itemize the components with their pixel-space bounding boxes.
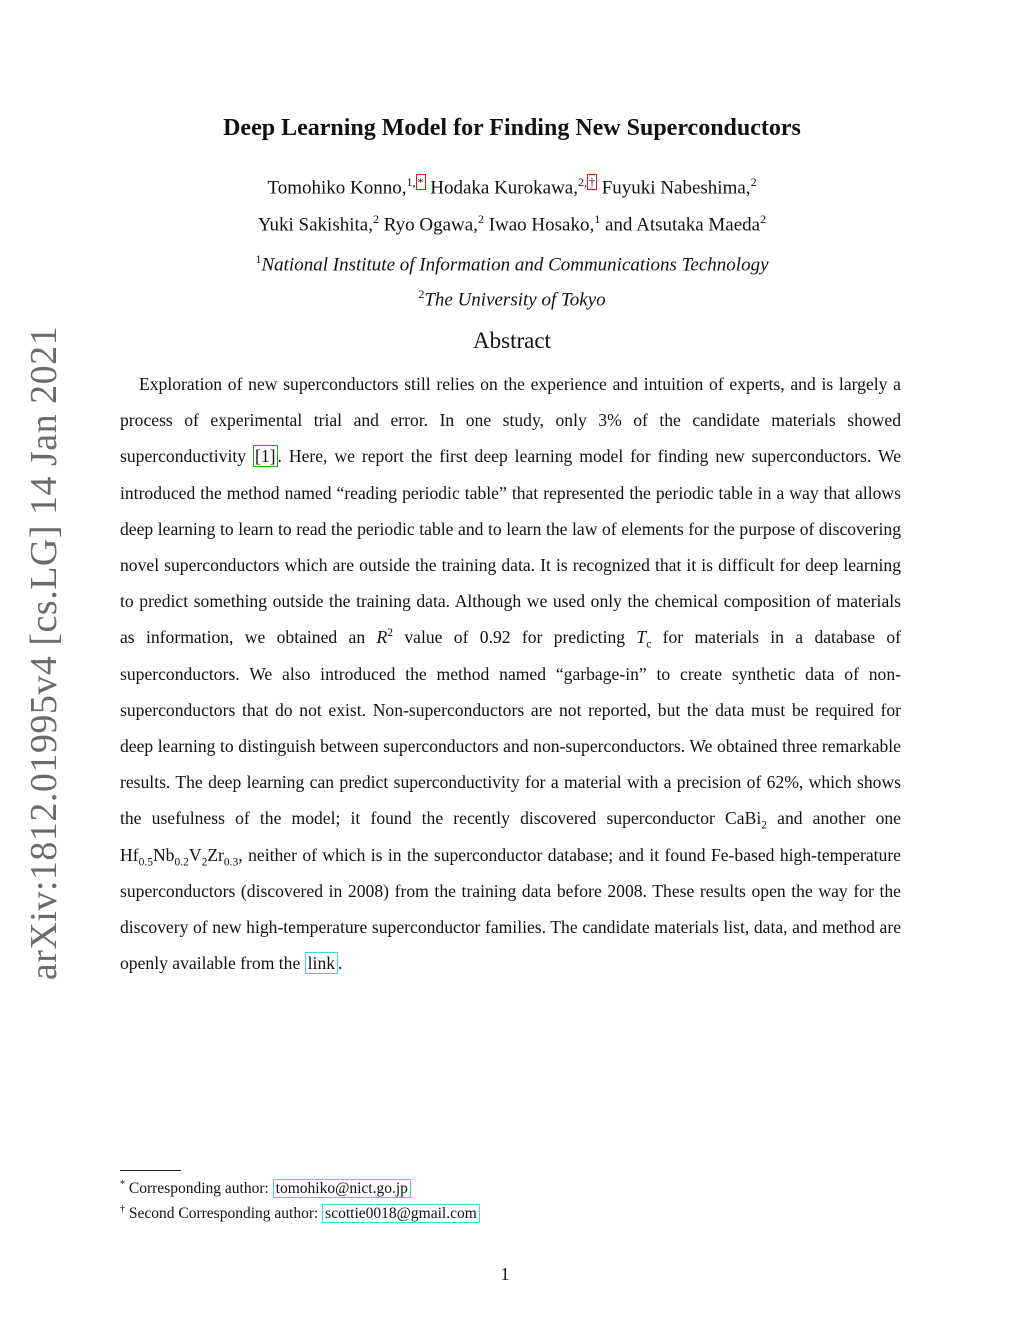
author-affil-sup: 2 (477, 212, 484, 226)
citation-bracket: ] (269, 446, 276, 467)
abstract-text: . (338, 953, 343, 974)
abstract-text: . Here, we report the first deep learning model for finding new superconductors. We introduced the method named “reading periodic table” that represented the periodic table in a way that allows deep learning to learn to read the periodic table and to learn the law of elements for the purpose of discovering novel superconductors which are outside the training data. It is recognized that it is difficult for deep learning to predict something outside the training data. Although we used only the chemical composition of materials as information, we obtained an (120, 446, 901, 648)
corresponding-author-link[interactable]: * (417, 175, 424, 189)
formula-element: Nb (152, 844, 175, 865)
math-symbol: R (376, 627, 388, 648)
abstract-text: for materials in a database of superconductors. We also introduced the method named “garbage-in” to create synthetic data of non-superconductors that do not exist. Non-superconductors are not reported, but the data must be required for deep learning to distinguish between superconductors and non-superconductors. We obtained three remarkable results. The deep learning can predict superconductivity for a material with a precision of 62%, which shows the usefulness of the model; it found the recently discovered superconductor CaBi (120, 627, 902, 829)
formula-subscript: 0.3 (223, 856, 239, 869)
formula-subscript: 2 (201, 856, 208, 869)
citation-link[interactable] (253, 445, 278, 467)
abstract-text: and another one Hf (120, 808, 901, 865)
formula-element: Zr (207, 844, 224, 865)
page-number: 1 (500, 1264, 510, 1284)
abstract-text: Exploration of new superconductors still relies on the experience and intuition of experts, and is largely a process of experimental trial and error. In one study, only 3% of the candidate materials showed superconductivity (120, 374, 901, 467)
footnote-2 (120, 1204, 480, 1223)
arxiv-sidebar (10, 325, 78, 980)
arxiv-identifier: arXiv:1812.01995v4 [cs.LG] 14 Jan 2021 (23, 325, 66, 980)
math-symbol: T (636, 627, 647, 648)
abstract-text: , neither of which is in the superconductor database; and it found Fe-based high-temperature superconductors (discovered in 2008) from the training data before 2008. These results open the way for the discovery of new high-temperature superconductor families. The candidate materials list, data, and method are openly available from the (120, 844, 901, 974)
author-name: Iwao Hosako, (488, 214, 595, 236)
math-subscript: c (646, 638, 652, 651)
citation-number: 1 (260, 446, 270, 467)
author-affil-sup: 2 (372, 212, 379, 226)
citation-bracket: [ (255, 446, 261, 467)
author-affil-sup: 1 (594, 212, 601, 226)
abstract-body (120, 366, 901, 981)
second-corresponding-author-link[interactable]: † (588, 175, 595, 189)
author-name: Atsutaka Maeda (636, 214, 761, 236)
author-affil-sup: 2, (577, 175, 587, 189)
author-name: Ryo Ogawa, (383, 214, 478, 236)
affiliation-2 (0, 287, 1024, 311)
footnote-mark: † (120, 1204, 125, 1215)
formula-element: V (188, 844, 202, 865)
formula-subscript: 0.2 (174, 856, 189, 869)
affiliation-text: National Institute of Information and Communications Technology (261, 254, 769, 276)
math-superscript: 2 (387, 627, 393, 640)
formula-subscript: 2 (761, 819, 767, 832)
data-link[interactable]: link (305, 952, 338, 974)
email-link-1[interactable]: tomohiko@nict.go.jp (273, 1179, 411, 1198)
email-link-2[interactable]: scottie0018@gmail.com (322, 1204, 480, 1223)
footnote-mark: * (120, 1179, 125, 1190)
author-line-1 (0, 175, 1024, 199)
affiliation-number: 1 (255, 252, 262, 266)
footnote-1 (120, 1179, 411, 1198)
formula-subscript: 0.5 (138, 856, 153, 869)
footnote-rule (120, 1170, 181, 1171)
paper-title: Deep Learning Model for Finding New Superconductors (223, 115, 801, 141)
author-line-2 (0, 212, 1024, 236)
author-conjunction: and (604, 214, 633, 236)
author-affil-sup: 2 (760, 212, 767, 226)
author-name: Yuki Sakishita, (257, 214, 373, 236)
author-name: Tomohiko Konno, (267, 177, 407, 199)
affiliation-number: 2 (418, 287, 425, 301)
affiliation-1 (0, 252, 1024, 276)
author-affil-sup: 2 (750, 175, 757, 189)
author-name: Hodaka Kurokawa, (430, 177, 578, 199)
abstract-text: value of 0.92 for predicting (393, 627, 637, 648)
author-affil-sup: 1, (406, 175, 416, 189)
abstract-heading: Abstract (473, 328, 551, 353)
footnote-label: Corresponding author: (128, 1180, 269, 1198)
affiliation-text: The University of Tokyo (424, 289, 606, 311)
author-name: Fuyuki Nabeshima, (601, 177, 751, 199)
footnote-label: Second Corresponding author: (128, 1205, 319, 1223)
